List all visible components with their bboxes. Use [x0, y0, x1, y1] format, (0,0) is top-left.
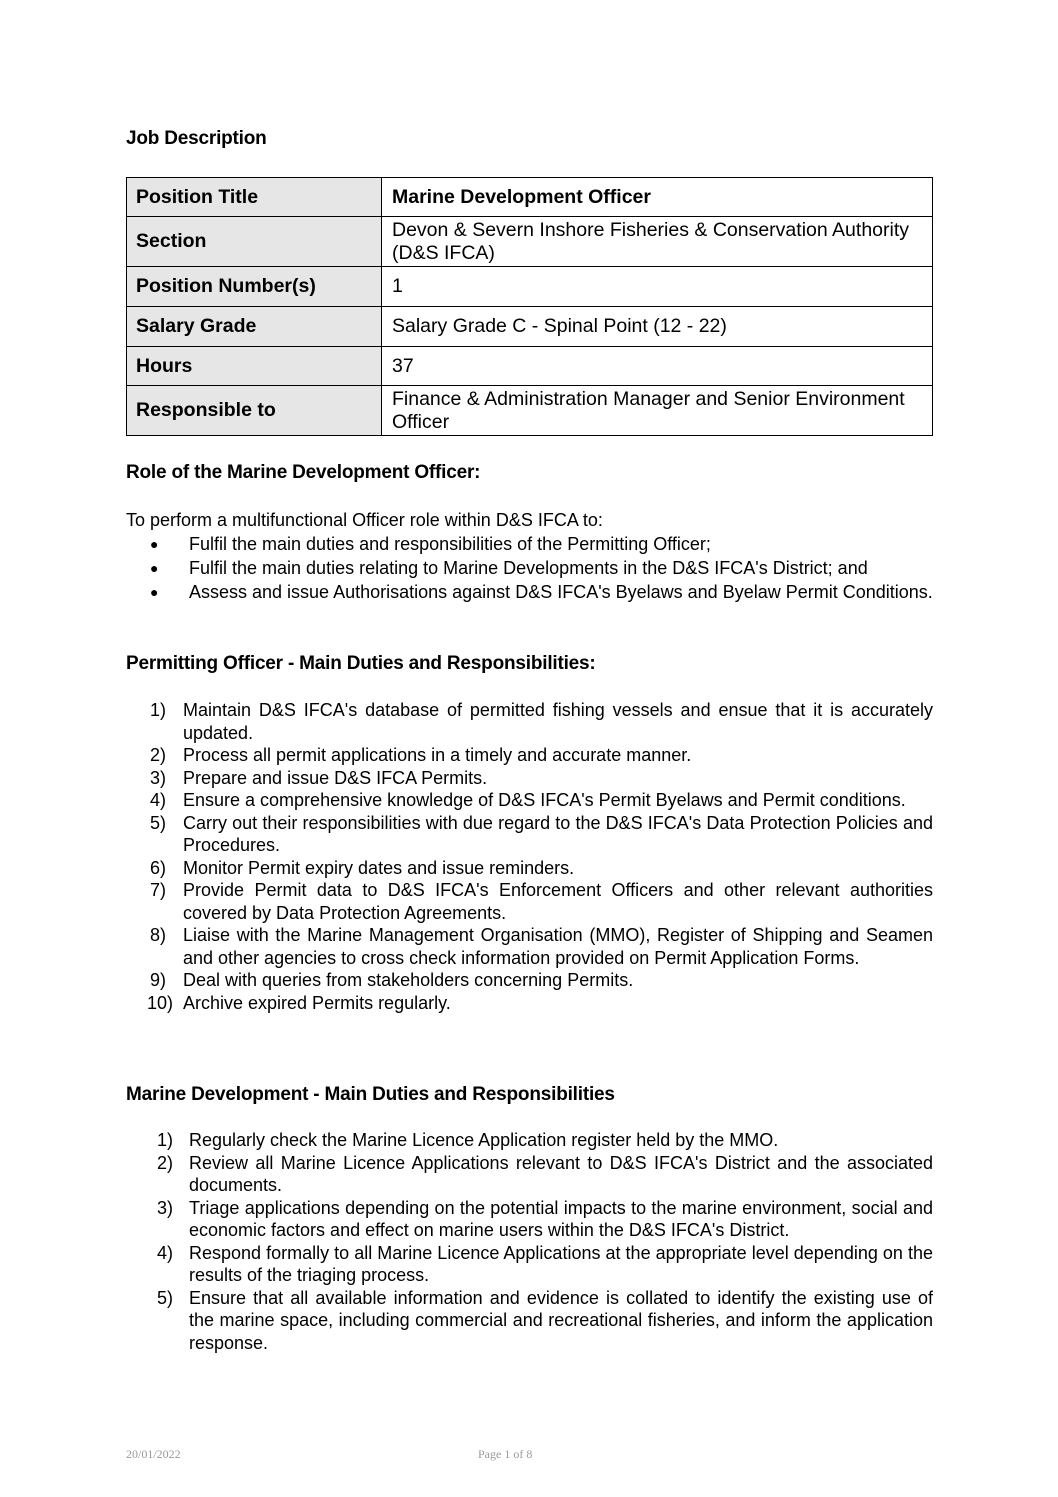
list-item-text: Provide Permit data to D&S IFCA's Enforcement Officers and other relevant authorities covered by Data Protection Agreements.: [183, 880, 933, 923]
item-number: 4): [157, 1242, 174, 1263]
list-item-text: Review all Marine Licence Applications relevant to D&S IFCA's District and the associated documents.: [189, 1152, 933, 1195]
row-value: Finance & Administration Manager and Senior Environment Officer: [382, 386, 933, 436]
item-number: 8): [150, 925, 167, 945]
item-number: 2): [157, 1152, 174, 1173]
list-item: [150, 879, 933, 924]
list-item-text: Assess and issue Authorisations against D&S IFCA's Byelaws and Byelaw Permit Conditions.: [189, 582, 933, 602]
table-row: [127, 217, 933, 267]
table-row: [127, 178, 933, 217]
list-item-text: Ensure a comprehensive knowledge of D&S IFCA's Permit Byelaws and Permit conditions.: [183, 790, 906, 810]
row-label: Position Number(s): [127, 267, 382, 307]
item-number: 4): [150, 790, 167, 810]
role-heading: Role of the Marine Development Officer:: [126, 462, 481, 483]
list-item-text: Ensure that all available information and evidence is collated to identify the existing use of the marine space, including commercial and recreational fisheries, and inform the application response.: [189, 1287, 933, 1353]
list-item-text: Triage applications depending on the potential impacts to the marine environment, social and economic factors and effect on marine users within the D&S IFCA's District.: [189, 1197, 933, 1240]
list-item-text: Fulfil the main duties and responsibilities of the Permitting Officer;: [189, 534, 711, 554]
list-item: [150, 581, 940, 604]
row-label: Responsible to: [127, 386, 382, 436]
marine-dev-duties-list: [157, 1129, 933, 1354]
row-label: Salary Grade: [127, 307, 382, 347]
list-item-text: Liaise with the Marine Management Organisation (MMO), Register of Shipping and Seamen and other agencies to cross check information provided on Permit Application Forms.: [183, 925, 933, 968]
list-item: [150, 744, 933, 767]
list-item: [157, 1242, 933, 1287]
row-value: Devon & Severn Inshore Fisheries & Conservation Authority (D&S IFCA): [382, 217, 933, 267]
item-number: 1): [150, 700, 167, 720]
row-value: 37: [382, 347, 933, 386]
permitting-duties-list: [147, 699, 933, 1014]
row-value: 1: [382, 267, 933, 307]
footer-page-number: Page 1 of 8: [478, 1447, 533, 1461]
list-item: [150, 969, 933, 992]
list-item-text: Regularly check the Marine Licence Application register held by the MMO.: [189, 1130, 779, 1150]
list-item: [157, 1129, 933, 1152]
list-item-text: Process all permit applications in a timely and accurate manner.: [183, 745, 692, 765]
page-title: Job Description: [126, 128, 267, 149]
row-value: Salary Grade C - Spinal Point (12 - 22): [382, 307, 933, 347]
role-bullet-list: [150, 533, 940, 605]
list-item-text: Prepare and issue D&S IFCA Permits.: [183, 767, 488, 788]
list-item: [147, 992, 933, 1015]
list-item-text: Archive expired Permits regularly.: [183, 992, 451, 1013]
list-item: [150, 699, 933, 744]
item-number: 10): [147, 992, 174, 1013]
list-item-text: Respond formally to all Marine Licence Applications at the appropriate level depending on the results of the triaging process.: [189, 1242, 933, 1285]
table-row: [127, 267, 933, 307]
item-number: 2): [150, 745, 167, 765]
list-item: [150, 857, 933, 880]
list-item: [150, 789, 933, 812]
list-item-text: Monitor Permit expiry dates and issue reminders.: [183, 857, 575, 878]
list-item: [150, 767, 933, 790]
item-number: 7): [150, 880, 167, 900]
list-item-text: Deal with queries from stakeholders concerning Permits.: [183, 970, 634, 990]
item-number: 5): [150, 812, 167, 833]
footer-date: 20/01/2022: [126, 1447, 181, 1461]
list-item-text: Carry out their responsibilities with due regard to the D&S IFCA's Data Protection Policies and Procedures.: [183, 812, 933, 855]
row-value: Marine Development Officer: [382, 178, 933, 217]
item-number: 5): [157, 1287, 174, 1308]
row-label: Section: [127, 217, 382, 267]
list-item: [157, 1197, 933, 1242]
table-row: [127, 307, 933, 347]
bullet-icon: ●: [150, 584, 159, 600]
list-item: [150, 557, 940, 580]
job-info-table: [126, 177, 933, 436]
item-number: 1): [157, 1130, 174, 1150]
list-item: [157, 1152, 933, 1197]
list-item: [150, 533, 940, 556]
table-row: [127, 347, 933, 386]
role-intro: To perform a multifunctional Officer role within D&S IFCA to:: [126, 510, 603, 530]
list-item: [150, 812, 933, 857]
item-number: 3): [150, 767, 167, 788]
bullet-icon: ●: [150, 560, 159, 576]
list-item: [150, 924, 933, 969]
bullet-icon: ●: [150, 536, 159, 552]
list-item: [157, 1287, 933, 1355]
item-number: 9): [150, 970, 167, 990]
list-item-text: Fulfil the main duties relating to Marine Developments in the D&S IFCA's District; and: [189, 558, 868, 578]
item-number: 6): [150, 857, 167, 878]
item-number: 3): [157, 1197, 174, 1218]
row-label: Position Title: [127, 178, 382, 217]
row-label: Hours: [127, 347, 382, 386]
table-row: [127, 386, 933, 436]
list-item-text: Maintain D&S IFCA's database of permitted fishing vessels and ensue that it is accurately updated.: [183, 700, 933, 743]
marine-dev-heading: Marine Development - Main Duties and Responsibilities: [126, 1084, 615, 1105]
permitting-heading: Permitting Officer - Main Duties and Responsibilities:: [126, 653, 596, 674]
